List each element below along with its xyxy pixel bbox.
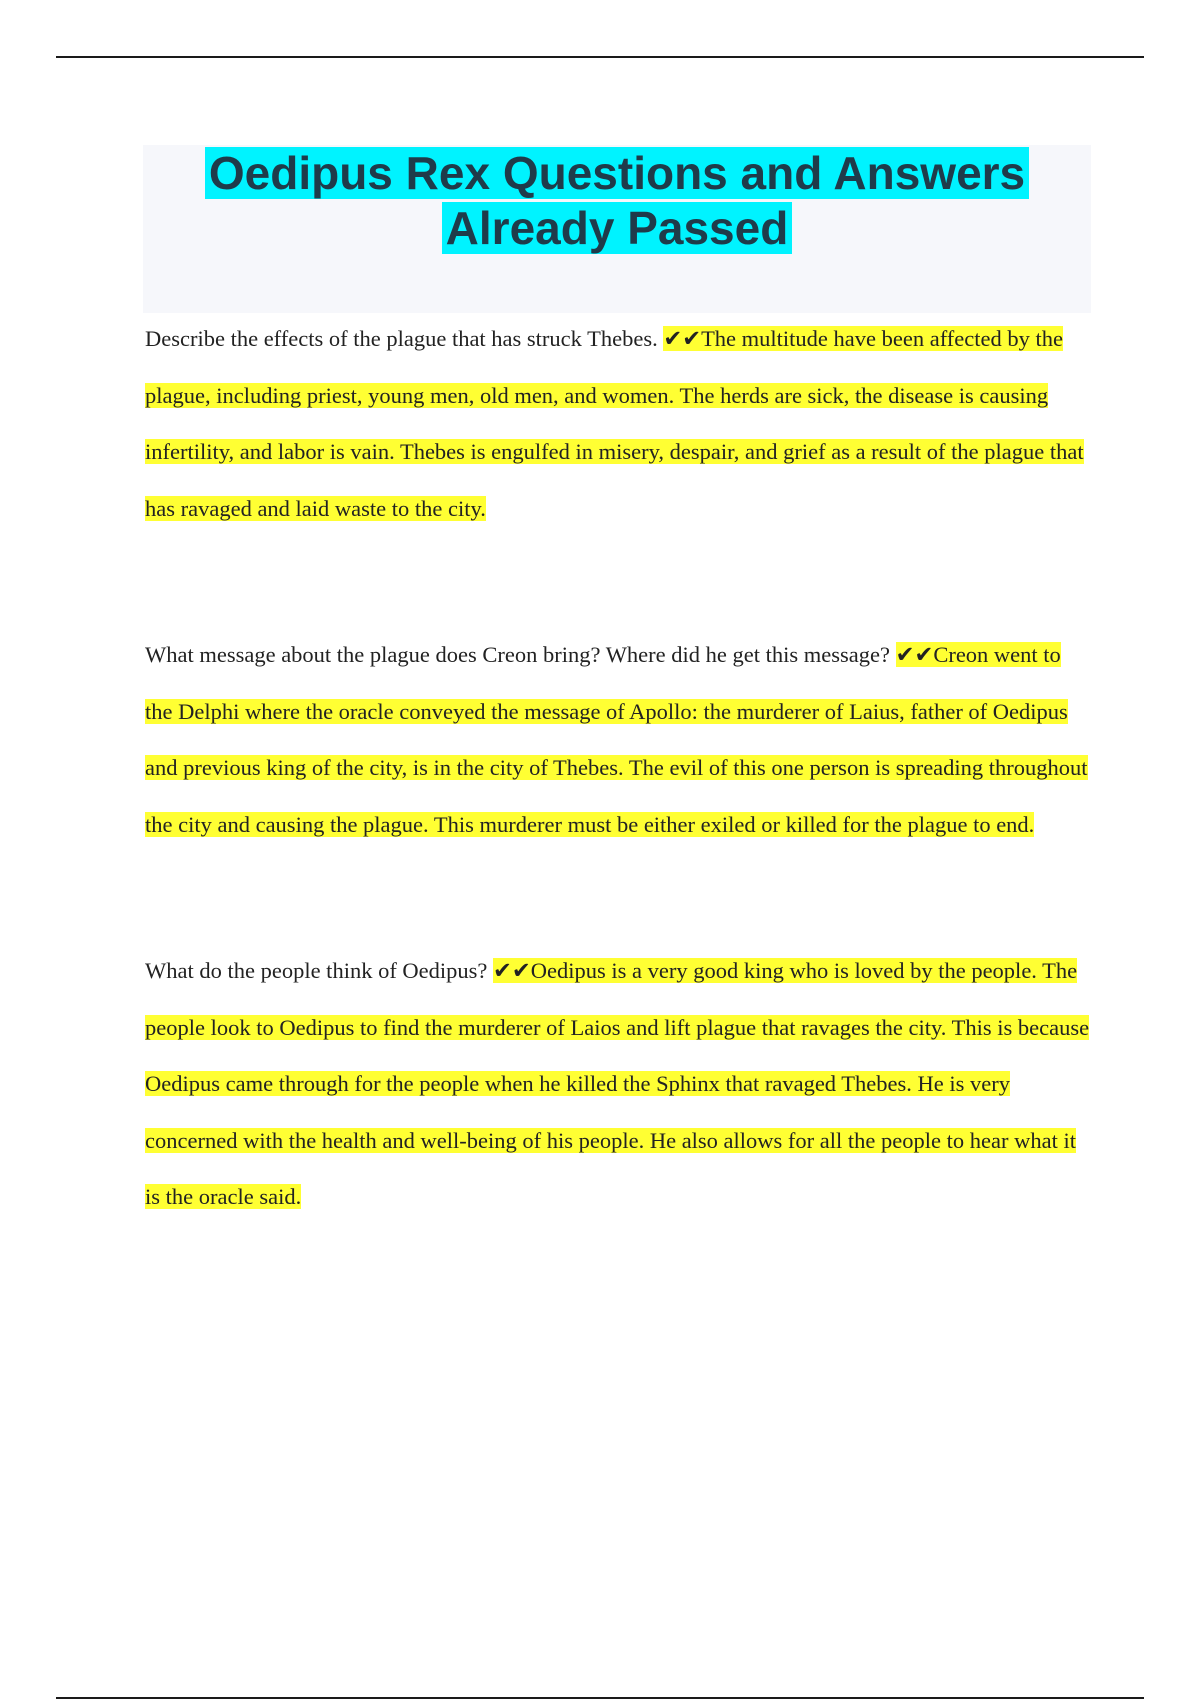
top-rule [56,56,1144,58]
answer-1: ✔✔The multitude have been affected by the plague, including priest, young men, old men, and women. The herds are sick, the disease is causing infertility, and labor is vain. Thebes is engulfed in misery, despair, and grief as a result of the plague that has ravaged and laid waste to the city. [145,326,1084,521]
question-2: What message about the plague does Creon bring? Where did he get this message? [145,642,890,667]
qa-item-3 [145,943,1090,1226]
answer-2: ✔✔Creon went to the Delphi where the oracle conveyed the message of Apollo: the murderer of Laius, father of Oedipus and previous king of the city, is in the city of Thebes. The evil of this one person is spreading throughout the city and causing the plague. This murderer must be either exiled or killed for the plague to end. [145,642,1088,837]
document-title [143,146,1091,256]
bottom-rule [56,1697,1144,1699]
question-3: What do the people think of Oedipus? [145,958,488,983]
title-line-2: Already Passed [442,202,793,254]
question-1: Describe the effects of the plague that has struck Thebes. [145,326,658,351]
qa-item-1 [145,311,1090,537]
answer-3: ✔✔Oedipus is a very good king who is loved by the people. The people look to Oedipus to find the murderer of Laios and lift plague that ravages the city. This is because Oedipus came through for the people when he killed the Sphinx that ravaged Thebes. He is very concerned with the health and well-being of his people. He also allows for all the people to hear what it is the oracle said. [145,958,1090,1209]
document-body [145,311,1090,1226]
title-line-1: Oedipus Rex Questions and Answers [205,147,1029,199]
qa-item-2 [145,627,1090,853]
